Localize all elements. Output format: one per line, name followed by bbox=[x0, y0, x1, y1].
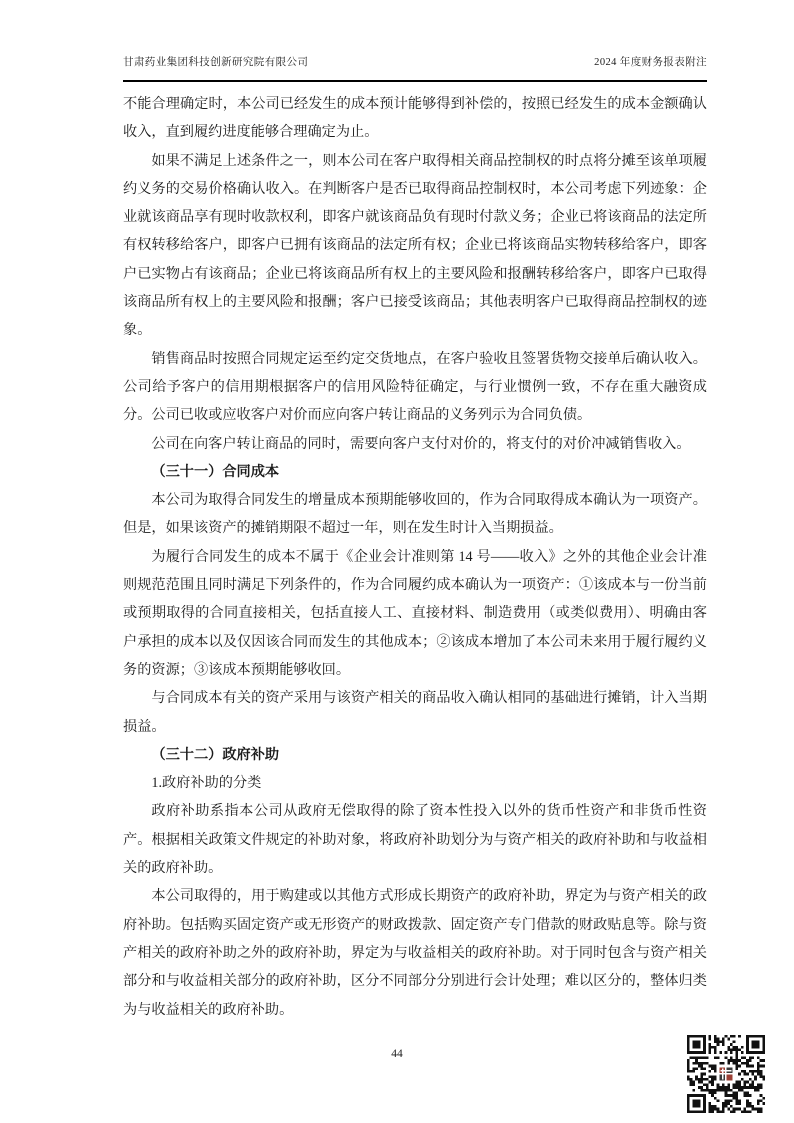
paragraph-contract-cost-amortization: 与合同成本有关的资产采用与该资产相关的商品收入确认相同的基础进行摊销，计入当期损益。 bbox=[123, 690, 707, 735]
document-body bbox=[123, 90, 707, 1024]
paragraph-contract-performance-cost: 为履行合同发生的成本不属于《企业会计准则第 14 号——收入》之外的其他企业会计准则规范范围且同时满足下列条件的，作为合同履约成本确认为一项资产：①该成本与一份当前或预期取得的合同直接相关，包括直接人工、直接材料、制造费用（或类似费用）、明确由客户承担的成本以及仅因该合同而发生的其他成本；②该成本增加了本公司未来用于履行履约义务的资源；③该成本预期能够收回。 bbox=[123, 548, 707, 678]
paragraph-grant-definition: 政府补助系指本公司从政府无偿取得的除了资本性投入以外的货币性资产和非货币性资产。根据相关政策文件规定的补助对象，将政府补助划分为与资产相关的政府补助和与收益相关的政府补助。 bbox=[123, 803, 707, 877]
header-doc-title: 2024 年度财务报表附注 bbox=[594, 57, 707, 68]
qr-code bbox=[687, 1035, 765, 1113]
paragraph-revenue-continuation: 不能合理确定时，本公司已经发生的成本预计能够得到补偿的，按照已经发生的成本金额确认收入，直到履约进度能够合理确定为止。 bbox=[123, 96, 707, 141]
paragraph-grant-asset-income: 本公司取得的，用于购建或以其他方式形成长期资产的政府补助，界定为与资产相关的政府补助。包括购买固定资产或无形资产的财政拨款、固定资产专门借款的财政贴息等。除与资产相关的政府补助之外的政府补助，界定为与收益相关的政府补助。对于同时包含与资产相关部分和与收益相关部分的政府补助，区分不同部分分别进行会计处理；难以区分的，整体归类为与收益相关的政府补助。 bbox=[123, 888, 707, 1018]
paragraph-contract-acquisition-cost: 本公司为取得合同发生的增量成本预期能够收回的，作为合同取得成本确认为一项资产。但是，如果该资产的摊销期限不超过一年，则在发生时计入当期损益。 bbox=[123, 492, 707, 537]
section-heading-contract-cost: （三十一）合同成本 bbox=[151, 463, 280, 480]
page-number: 44 bbox=[391, 1048, 403, 1060]
paragraph-goods-delivery: 销售商品时按照合同规定运至约定交货地点，在客户验收且签署货物交接单后确认收入。公司给予客户的信用期根据客户的信用风险特征确定，与行业惯例一致，不存在重大融资成分。公司已收或应收客户对价而应向客户转让商品的义务列示为合同负债。 bbox=[123, 350, 707, 424]
paragraph-grant-classification-title: 1.政府补助的分类 bbox=[151, 775, 262, 792]
paragraph-consideration-offset: 公司在向客户转让商品的同时，需要向客户支付对价的，将支付的对价冲减销售收入。 bbox=[151, 435, 691, 452]
section-heading-government-grants: （三十二）政府补助 bbox=[151, 746, 280, 763]
page-header bbox=[123, 54, 707, 82]
header-company-name: 甘肃药业集团科技创新研究院有限公司 bbox=[123, 57, 309, 68]
paragraph-control-transfer: 如果不满足上述条件之一，则本公司在客户取得相关商品控制权的时点将分摊至该单项履约义务的交易价格确认收入。在判断客户是否已取得商品控制权时，本公司考虑下列迹象：企业就该商品享有现时收款权利，即客户就该商品负有现时付款义务；企业已将该商品的法定所有权转移给客户，即客户已拥有该商品的法定所有权；企业已将该商品实物转移给客户，即客户已实物占有该商品；企业已将该商品所有权上的主要风险和报酬转移给客户，即客户已取得该商品所有权上的主要风险和报酬；客户已接受该商品；其他表明客户已取得商品控制权的迹象。 bbox=[123, 152, 707, 339]
